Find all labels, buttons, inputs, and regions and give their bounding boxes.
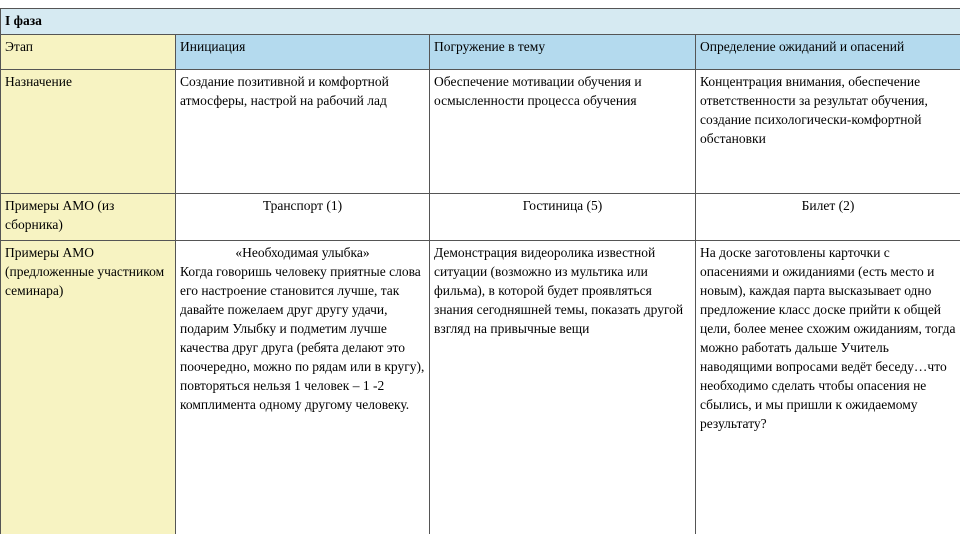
proposed-expectations: На доске заготовлены карточки с опасениями и ожиданиями (есть место и новым), каждая парта высказывает одно предложение класс доске прийти к общей цели, более менее схожим ожиданиям, тогда можно работать дальше Учитель наводящими вопросами ведёт беседу…что необходимо сделать чтобы опасения не сбылись, и мы пришли к ожидаемому результату?: [696, 241, 960, 536]
purpose-initiation: Создание позитивной и комфортной атмосферы, настрой на рабочий лад: [176, 70, 430, 194]
purpose-expectations: Концентрация внимания, обеспечение ответственности за результат обучения, создание психологически-комфортной обстановки: [696, 70, 960, 194]
header-initiation: Инициация: [176, 35, 430, 70]
examples-collection-row: [1, 194, 960, 241]
examples-collection-label: Примеры АМО (из сборника): [1, 194, 176, 241]
proposed-initiation-text: Когда говоришь человеку приятные слова его настроение становится лучше, так давайте пожелаем друг другу удачи, подарим Улыбку и подметим лучше качества друг друга (ребята делают это поочередно, можно по рядам или в кругу), повторяться нельзя 1 человек – 1 -2 комплимента одному другому человеку.: [180, 264, 425, 412]
proposed-initiation-title: «Необходимая улыбка»: [235, 245, 370, 260]
purpose-immersion: Обеспечение мотивации обучения и осмысленности процесса обучения: [430, 70, 696, 194]
header-immersion: Погружение в тему: [430, 35, 696, 70]
header-stage: Этап: [1, 35, 176, 70]
phase-table: [0, 8, 960, 536]
example-ticket: Билет (2): [696, 194, 960, 241]
header-expectations: Определение ожиданий и опасений: [696, 35, 960, 70]
header-row: [1, 35, 960, 70]
phase-title: I фаза: [1, 9, 960, 35]
purpose-label: Назначение: [1, 70, 176, 194]
proposed-initiation: [176, 241, 430, 536]
purpose-row: [1, 70, 960, 194]
examples-proposed-label: Примеры АМО (предложенные участником семинара): [1, 241, 176, 536]
example-transport: Транспорт (1): [176, 194, 430, 241]
bottom-margin: [0, 534, 960, 540]
examples-proposed-row: [1, 241, 960, 536]
example-hotel: Гостиница (5): [430, 194, 696, 241]
phase-row: [1, 9, 960, 35]
proposed-immersion: Демонстрация видеоролика известной ситуации (возможно из мультика или фильма), в которой будет проявляться знания сегодняшней темы, показать другой взгляд на привычные вещи: [430, 241, 696, 536]
